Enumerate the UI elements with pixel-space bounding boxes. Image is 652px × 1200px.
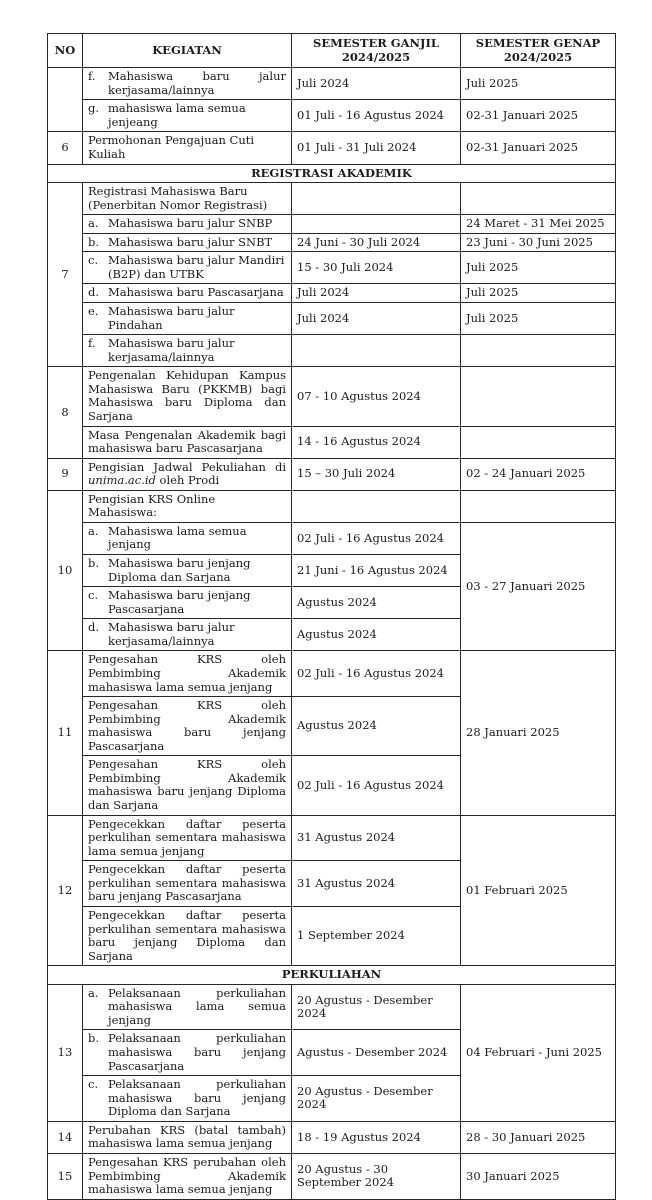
cell-genap-date: Juli 2025: [461, 68, 616, 100]
table-row: [48, 335, 616, 367]
table-row: [48, 132, 616, 164]
cell-genap-date: [461, 490, 616, 522]
activity-text: Perubahan KRS (batal tambah) mahasiswa lama semua jenjang: [88, 1122, 286, 1151]
activity-text: Permohonan Pengajuan Cuti Kuliah: [88, 133, 255, 161]
table-row: [48, 426, 616, 458]
activity-text: Mahasiswa baru jalur kerjasama/lainnya: [108, 336, 235, 364]
cell-genap-date: 28 - 30 Januari 2025: [461, 1121, 616, 1153]
table-row: [48, 966, 616, 985]
activity-text: Mahasiswa baru jalur SNBP: [108, 216, 273, 231]
cell-activity: [83, 284, 292, 303]
cell-ganjil-date: 18 - 19 Agustus 2024: [292, 1121, 461, 1153]
cell-ganjil-date: Agustus 2024: [292, 697, 461, 756]
cell-genap-date: [461, 183, 616, 215]
activity-item: [88, 589, 286, 616]
cell-ganjil-date: 31 Agustus 2024: [292, 815, 461, 861]
activity-item: [88, 987, 286, 1028]
header-row: [48, 34, 616, 68]
activity-item: [88, 525, 286, 552]
header-genap-line1: SEMESTER GENAP: [475, 36, 601, 50]
activity-item: [88, 337, 286, 364]
cell-activity: [83, 68, 292, 100]
cell-no: [48, 68, 83, 132]
activity-item: [88, 102, 286, 129]
cell-genap-date: 23 Juni - 30 Juni 2025: [461, 233, 616, 252]
table-row: [48, 284, 616, 303]
activity-item: [88, 1124, 286, 1151]
cell-ganjil-date: 31 Agustus 2024: [292, 861, 461, 907]
cell-ganjil-date: 14 - 16 Agustus 2024: [292, 426, 461, 458]
item-letter: d.: [88, 620, 100, 635]
cell-activity: [83, 522, 292, 554]
item-letter: f.: [88, 336, 96, 351]
activity-item: [88, 236, 286, 250]
table-row: [48, 252, 616, 284]
activity-text: Mahasiswa baru jalur kerjasama/lainnya: [108, 620, 235, 648]
cell-activity: [83, 367, 292, 426]
cell-genap-date: 24 Maret - 31 Mei 2025: [461, 215, 616, 234]
table-row: [48, 458, 616, 490]
cell-activity: [83, 587, 292, 619]
activity-text: Registrasi Mahasiswa Baru (Penerbitan Nomor Registrasi): [88, 184, 268, 212]
cell-no: 12: [48, 815, 83, 966]
cell-ganjil-date: 15 – 30 Juli 2024: [292, 458, 461, 490]
section-header: PERKULIAHAN: [48, 966, 616, 985]
item-letter: a.: [88, 523, 99, 538]
activity-text: Pengecekkan daftar peserta perkulihan sementara mahasiswa lama semua jenjang: [88, 816, 286, 858]
item-letter: b.: [88, 1031, 100, 1046]
cell-activity: [83, 426, 292, 458]
cell-genap-date: 01 Februari 2025: [461, 815, 616, 966]
item-letter: f.: [88, 69, 96, 84]
cell-ganjil-date: 02 Juli - 16 Agustus 2024: [292, 756, 461, 815]
activity-item: [88, 653, 286, 694]
item-letter: c.: [88, 253, 99, 268]
cell-ganjil-date: 01 Juli - 31 Juli 2024: [292, 132, 461, 164]
activity-item: [88, 1078, 286, 1119]
cell-ganjil-date: [292, 215, 461, 234]
cell-ganjil-date: Juli 2024: [292, 303, 461, 335]
cell-ganjil-date: 20 Agustus - Desember 2024: [292, 1076, 461, 1122]
table-row: [48, 367, 616, 426]
cell-activity: [83, 619, 292, 651]
activity-item: [88, 621, 286, 648]
table-row: [48, 490, 616, 522]
table-row: [48, 522, 616, 554]
activity-text: Mahasiswa baru jalur SNBT: [108, 234, 273, 249]
header-kegiatan-label: KEGIATAN: [152, 42, 222, 57]
table-row: [48, 215, 616, 234]
cell-ganjil-date: [292, 183, 461, 215]
cell-activity: [83, 756, 292, 815]
activity-item: [88, 429, 286, 456]
cell-activity: [83, 215, 292, 234]
table-row: [48, 651, 616, 697]
activity-item: [88, 461, 286, 488]
cell-ganjil-date: 21 Juni - 16 Agustus 2024: [292, 555, 461, 587]
cell-ganjil-date: 20 Agustus - Desember 2024: [292, 984, 461, 1030]
item-letter: d.: [88, 285, 100, 300]
activity-item: [88, 863, 286, 904]
cell-activity: [83, 303, 292, 335]
activity-item: [88, 699, 286, 753]
cell-activity: [83, 555, 292, 587]
cell-ganjil-date: Agustus - Desember 2024: [292, 1030, 461, 1076]
cell-ganjil-date: 15 - 30 Juli 2024: [292, 252, 461, 284]
cell-ganjil-date: [292, 335, 461, 367]
cell-activity: [83, 984, 292, 1030]
cell-activity: [83, 1076, 292, 1122]
calendar-table-body: [48, 68, 616, 1200]
cell-activity: [83, 906, 292, 965]
cell-ganjil-date: 20 Agustus - 30 September 2024: [292, 1153, 461, 1199]
cell-genap-date: 30 Januari 2025: [461, 1153, 616, 1199]
activity-item: [88, 909, 286, 963]
cell-no: 15: [48, 1153, 83, 1199]
activity-text: Pengesahan KRS oleh Pembimbing Akademik mahasiswa baru jenjang Pascasarjana: [88, 698, 286, 753]
cell-activity: [83, 183, 292, 215]
header-genap-line2: 2024/2025: [503, 49, 573, 64]
cell-activity: [83, 100, 292, 132]
header-no-label: NO: [54, 42, 76, 57]
cell-genap-date: 03 - 27 Januari 2025: [461, 522, 616, 651]
cell-no: 9: [48, 458, 83, 490]
header-semester-ganjil: [292, 34, 461, 68]
activity-item: [88, 286, 286, 300]
cell-activity: [83, 252, 292, 284]
item-letter: b.: [88, 234, 100, 249]
activity-item: [88, 305, 286, 332]
cell-activity: [83, 490, 292, 522]
table-row: [48, 164, 616, 183]
cell-activity: [83, 335, 292, 367]
activity-item: [88, 254, 286, 281]
table-row: [48, 233, 616, 252]
cell-ganjil-date: Agustus 2024: [292, 587, 461, 619]
cell-ganjil-date: Juli 2024: [292, 68, 461, 100]
cell-ganjil-date: 01 Juli - 16 Agustus 2024: [292, 100, 461, 132]
activity-item: [88, 758, 286, 812]
activity-item: [88, 134, 286, 161]
header-no: [48, 34, 83, 68]
cell-no: 7: [48, 183, 83, 367]
activity-text: Pengesahan KRS perubahan oleh Pembimbing Akademik mahasiswa lama semua jenjang: [88, 1154, 286, 1197]
activity-item: [88, 369, 286, 423]
cell-ganjil-date: [292, 490, 461, 522]
item-letter: a.: [88, 985, 99, 1000]
cell-activity: [83, 815, 292, 861]
cell-genap-date: 04 Februari - Juni 2025: [461, 984, 616, 1121]
cell-activity: [83, 1121, 292, 1153]
activity-text: Pengisian KRS Online Mahasiswa:: [88, 491, 216, 520]
cell-genap-date: 02-31 Januari 2025: [461, 100, 616, 132]
activity-text: Pelaksanaan perkuliahan mahasiswa baru jenjang Pascasarjana: [108, 1031, 286, 1073]
item-letter: c.: [88, 588, 99, 603]
activity-text: mahasiswa lama semua jenjeang: [108, 101, 246, 129]
activity-item: [88, 493, 286, 520]
activity-text: Pelaksanaan perkuliahan mahasiswa lama semua jenjang: [108, 985, 286, 1027]
cell-no: 13: [48, 984, 83, 1121]
cell-genap-date: Juli 2025: [461, 303, 616, 335]
cell-genap-date: 02 - 24 Januari 2025: [461, 458, 616, 490]
activity-text: Mahasiswa baru jalur Mandiri (B2P) dan UTBK: [108, 253, 285, 281]
item-letter: g.: [88, 101, 100, 116]
activity-text: Pengenalan Kehidupan Kampus Mahasiswa Baru (PKKMB) bagi Mahasiswa baru Diploma dan Sarjana: [88, 368, 286, 423]
cell-ganjil-date: 07 - 10 Agustus 2024: [292, 367, 461, 426]
cell-activity: [83, 233, 292, 252]
cell-ganjil-date: 02 Juli - 16 Agustus 2024: [292, 522, 461, 554]
academic-calendar-table: [47, 33, 616, 1200]
item-letter: a.: [88, 216, 99, 231]
cell-activity: [83, 697, 292, 756]
header-semester-genap: [461, 34, 616, 68]
item-letter: b.: [88, 556, 100, 570]
table-row: [48, 183, 616, 215]
cell-ganjil-date: Juli 2024: [292, 284, 461, 303]
activity-item: [88, 217, 286, 231]
header-ganjil-line2: 2024/2025: [341, 49, 411, 64]
cell-activity: [83, 651, 292, 697]
cell-no: 8: [48, 367, 83, 458]
cell-genap-date: 28 Januari 2025: [461, 651, 616, 815]
table-row: [48, 303, 616, 335]
item-letter: c.: [88, 1077, 99, 1092]
cell-genap-date: [461, 426, 616, 458]
cell-no: 11: [48, 651, 83, 815]
activity-text: Pelaksanaan perkuliahan mahasiswa baru jenjang Diploma dan Sarjana: [108, 1077, 286, 1119]
activity-item: [88, 185, 286, 212]
cell-activity: [83, 1153, 292, 1199]
cell-ganjil-date: 02 Juli - 16 Agustus 2024: [292, 651, 461, 697]
activity-item: [88, 1032, 286, 1073]
section-header: REGISTRASI AKADEMIK: [48, 164, 616, 183]
activity-text: Mahasiswa baru Pascasarjana: [108, 285, 284, 300]
cell-genap-date: [461, 335, 616, 367]
cell-ganjil-date: 1 September 2024: [292, 906, 461, 965]
table-row: [48, 100, 616, 132]
table-row: [48, 68, 616, 100]
activity-text: Pengesahan KRS oleh Pembimbing Akademik mahasiswa lama semua jenjang: [88, 652, 286, 694]
activity-item: [88, 557, 286, 584]
activity-text: Mahasiswa baru jenjang Pascasarjana: [108, 588, 251, 616]
table-row: [48, 815, 616, 861]
cell-genap-date: 02-31 Januari 2025: [461, 132, 616, 164]
cell-genap-date: Juli 2025: [461, 252, 616, 284]
table-row: [48, 984, 616, 1030]
cell-ganjil-date: 24 Juni - 30 Juli 2024: [292, 233, 461, 252]
activity-text: Mahasiswa lama semua jenjang: [108, 523, 247, 552]
activity-text: Pengecekkan daftar peserta perkulihan sementara mahasiswa baru jenjang Pascasarjana: [88, 862, 286, 904]
activity-text: Pengisian Jadwal Pekuliahan di unima.ac.id oleh Prodi: [88, 459, 286, 488]
activity-text: Masa Pengenalan Akademik bagi mahasiswa baru Pascasarjana: [88, 427, 286, 456]
activity-item: [88, 818, 286, 859]
item-letter: e.: [88, 304, 99, 318]
cell-activity: [83, 458, 292, 490]
table-row: [48, 1153, 616, 1199]
activity-text: Mahasiswa baru jalur Pindahan: [108, 304, 235, 332]
activity-item: [88, 70, 286, 97]
table-row: [48, 1121, 616, 1153]
calendar-table-container: [47, 33, 615, 1200]
cell-ganjil-date: Agustus 2024: [292, 619, 461, 651]
cell-activity: [83, 861, 292, 907]
cell-genap-date: Juli 2025: [461, 284, 616, 303]
activity-text: Mahasiswa baru jenjang Diploma dan Sarjana: [108, 556, 251, 584]
activity-text: Pengesahan KRS oleh Pembimbing Akademik mahasiswa baru jenjang Diploma dan Sarjana: [88, 757, 286, 812]
activity-item: [88, 1156, 286, 1197]
cell-activity: [83, 1030, 292, 1076]
activity-text: Mahasiswa baru jalur kerjasama/lainnya: [108, 69, 286, 97]
cell-activity: [83, 132, 292, 164]
header-ganjil-line1: SEMESTER GANJIL: [313, 36, 439, 50]
activity-text: Pengecekkan daftar peserta perkulihan sementara mahasiswa baru jenjang Diploma dan Sarjana: [88, 907, 286, 963]
cell-no: 14: [48, 1121, 83, 1153]
cell-no: 6: [48, 132, 83, 164]
cell-genap-date: [461, 367, 616, 426]
cell-no: 10: [48, 490, 83, 651]
header-kegiatan: [83, 34, 292, 68]
